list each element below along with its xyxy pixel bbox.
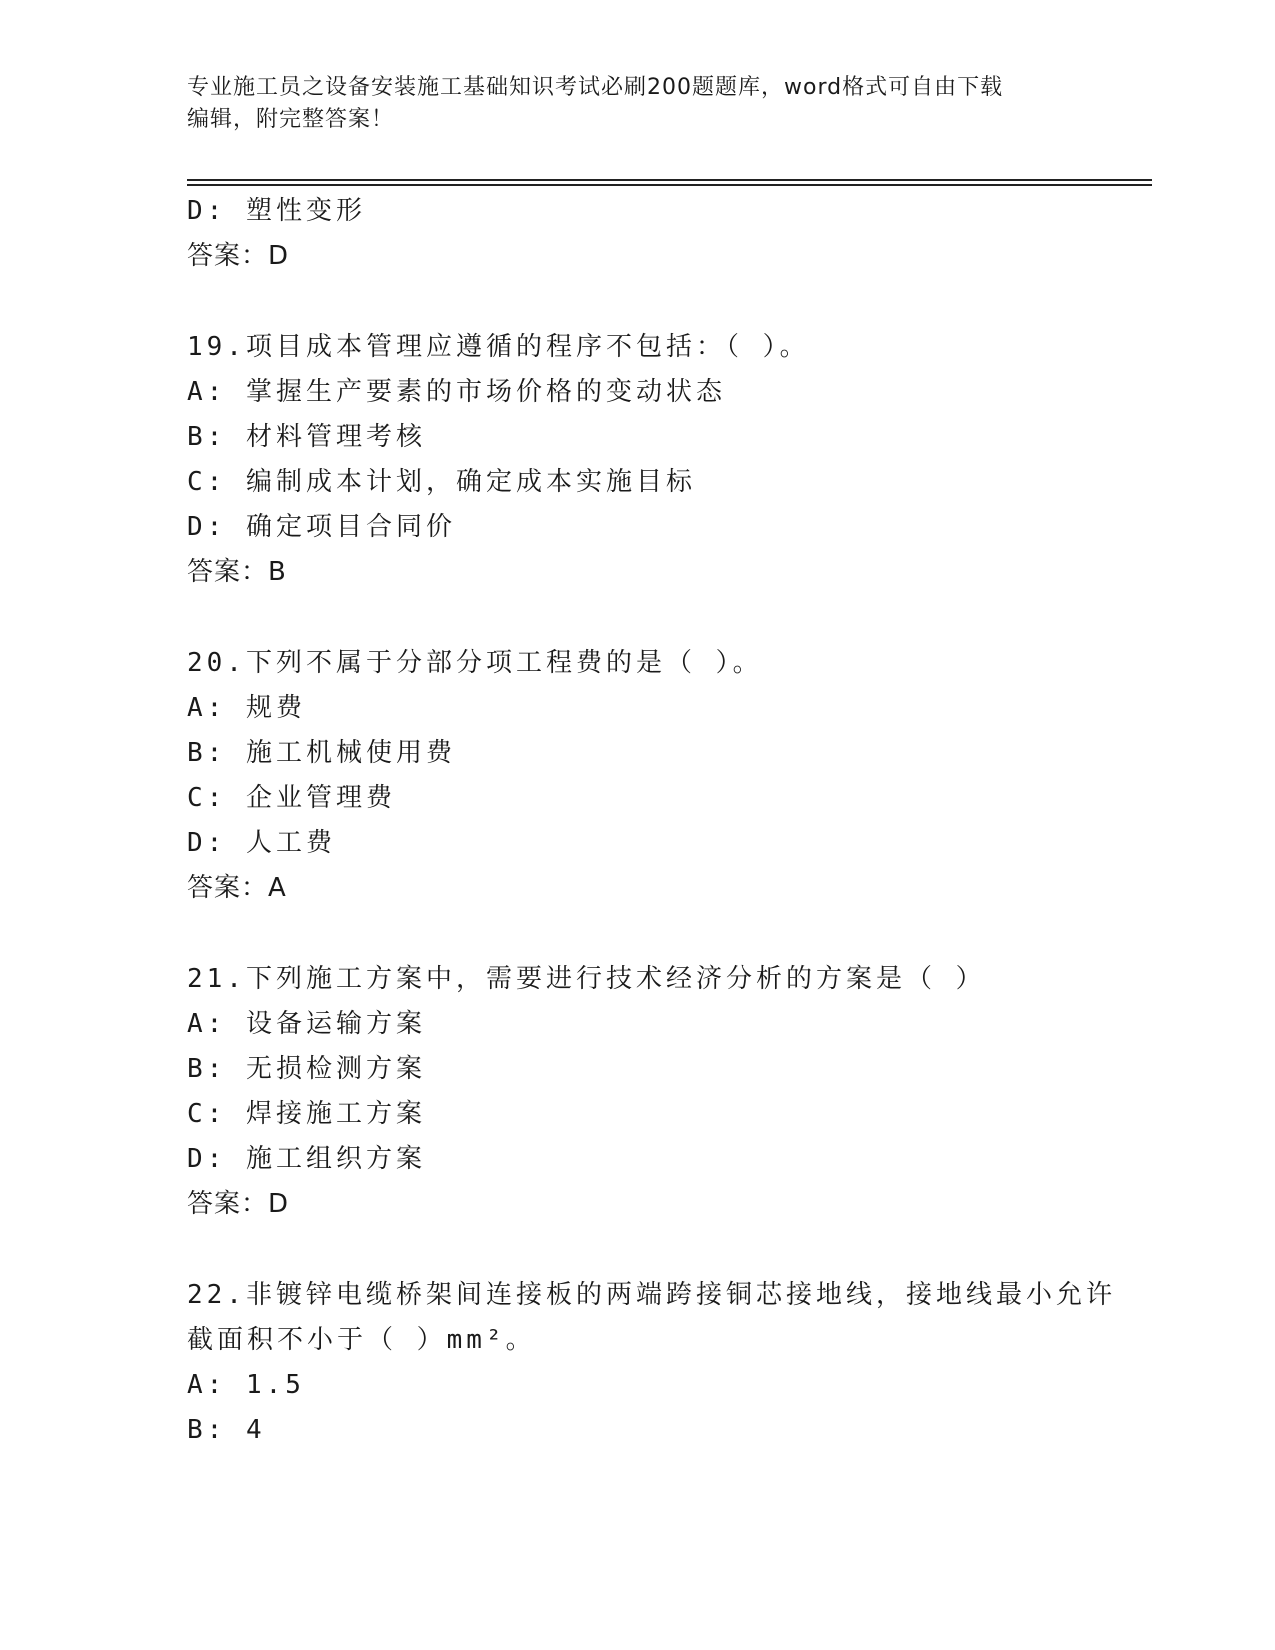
question-text: 19.项目成本管理应遵循的程序不包括：（ ）。 [187,332,810,362]
option-d: D: 人工费 [187,828,336,858]
option-d: D: 施工组织方案 [187,1144,426,1174]
option-a: A: 规费 [187,693,306,723]
question-text: 21.下列施工方案中，需要进行技术经济分析的方案是（ ） [187,964,986,994]
question-text-line-1: 22.非镀锌电缆桥架间连接板的两端跨接铜芯接地线，接地线最小允许 [187,1280,1116,1310]
option-d: D: 确定项目合同价 [187,512,456,542]
option-b: B: 无损检测方案 [187,1054,426,1084]
option-a: A: 掌握生产要素的市场价格的变动状态 [187,377,726,407]
option-c: C: 企业管理费 [187,783,396,813]
question-list [187,189,1152,1453]
option-b: B: 4 [187,1415,266,1445]
header-divider-top [187,179,1152,181]
question-20 [187,641,1152,911]
option-d: D: 塑性变形 [187,196,366,226]
spacer [187,595,1152,641]
option-b: B: 材料管理考核 [187,422,426,452]
question-19 [187,325,1152,595]
answer: 答案：D [187,1189,290,1219]
answer: 答案：A [187,873,287,903]
spacer [187,911,1152,957]
option-a: A: 设备运输方案 [187,1009,426,1039]
question-text: 20.下列不属于分部分项工程费的是（ ）。 [187,648,763,678]
question-22 [187,1273,1152,1453]
option-b: B: 施工机械使用费 [187,738,456,768]
answer: 答案：D [187,241,290,271]
document-header [187,72,1087,136]
option-c: C: 焊接施工方案 [187,1099,426,1129]
header-divider-bottom [187,184,1152,186]
question-21 [187,957,1152,1227]
answer: 答案：B [187,557,287,587]
question-text-line-2: 截面积不小于（ ）mm²。 [187,1325,536,1355]
option-a: A: 1.5 [187,1370,305,1400]
option-c: C: 编制成本计划，确定成本实施目标 [187,467,696,497]
header-title-line-1: 专业施工员之设备安装施工基础知识考试必刷200题题库，word格式可自由下载 [187,75,1004,100]
spacer [187,279,1152,325]
header-title-line-2: 编辑，附完整答案！ [187,107,395,132]
question-18-tail [187,189,1152,279]
spacer [187,1227,1152,1273]
